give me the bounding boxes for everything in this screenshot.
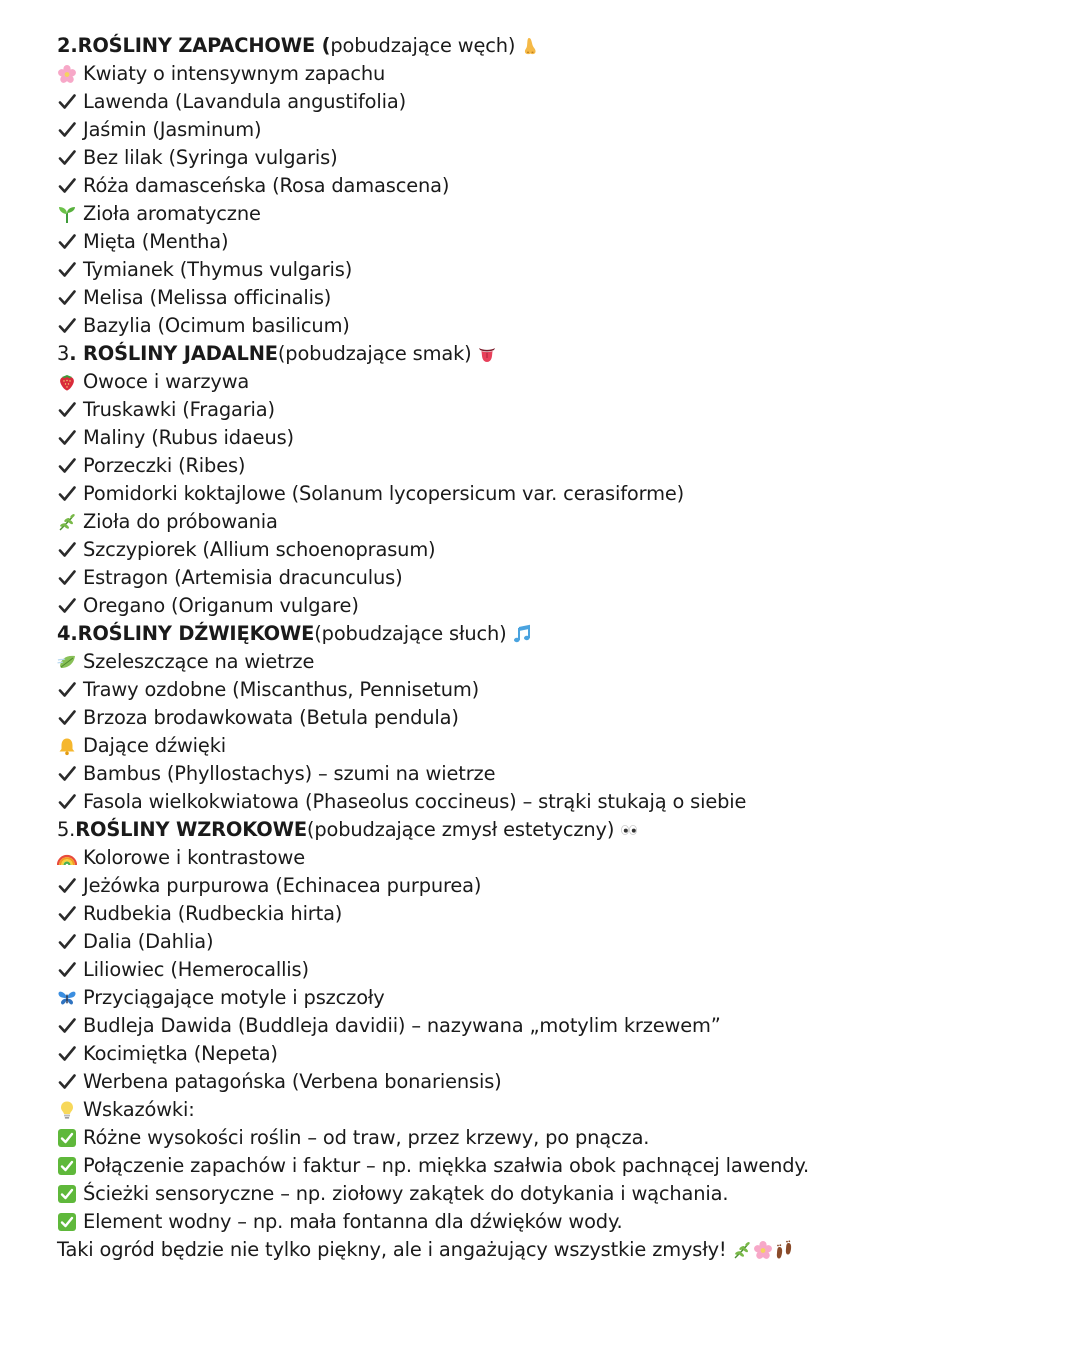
check-mark-icon (57, 428, 77, 448)
rainbow-icon (57, 848, 77, 868)
list-item (57, 900, 1057, 928)
list-item (57, 564, 1057, 592)
group-label: Zioła aromatyczne (83, 202, 261, 225)
list-item-text: Pomidorki koktajlowe (Solanum lycopersicum var. cerasiforme) (83, 482, 685, 505)
list-item-text: Maliny (Rubus idaeus) (83, 426, 294, 449)
list-item (57, 592, 1057, 620)
list-item-text: Szczypiorek (Allium schoenoprasum) (83, 538, 436, 561)
list-item-text: Jeżówka purpurowa (Echinacea purpurea) (83, 874, 482, 897)
footprints-icon (774, 1240, 794, 1260)
list-item (57, 228, 1057, 256)
section-subtitle: pobudzające węch) (330, 34, 516, 57)
list-item-text: Estragon (Artemisia dracunculus) (83, 566, 403, 589)
check-mark-icon (57, 876, 77, 896)
bell-icon (57, 736, 77, 756)
list-item (57, 312, 1057, 340)
check-mark-icon (57, 120, 77, 140)
group-label: Dające dźwięki (83, 734, 227, 757)
list-item-text: Melisa (Melissa officinalis) (83, 286, 332, 309)
section-title: . ROŚLINY JADALNE (69, 342, 278, 365)
list-item (57, 284, 1057, 312)
list-item-text: Róża damasceńska (Rosa damascena) (83, 174, 450, 197)
group-label: Kolorowe i kontrastowe (83, 846, 305, 869)
list-item (57, 480, 1057, 508)
list-item (57, 396, 1057, 424)
group-label: Zioła do próbowania (83, 510, 278, 533)
section-number: 2. (57, 34, 78, 57)
tip-text: Różne wysokości roślin – od traw, przez krzewy, po pnącza. (83, 1126, 650, 1149)
list-item-text: Liliowiec (Hemerocallis) (83, 958, 309, 981)
group-heading (57, 732, 1057, 760)
herb-icon (732, 1240, 752, 1260)
list-item-text: Truskawki (Fragaria) (83, 398, 275, 421)
list-item (57, 760, 1057, 788)
check-mark-icon (57, 232, 77, 252)
leaf-fluttering-icon (57, 652, 77, 672)
closing-line (57, 1236, 1057, 1264)
check-mark-icon (57, 1072, 77, 1092)
section-number: 5. (57, 818, 76, 841)
list-item (57, 704, 1057, 732)
tip-text: Element wodny – np. mała fontanna dla dźwięków wody. (83, 1210, 623, 1233)
list-item-text: Bambus (Phyllostachys) – szumi na wietrze (83, 762, 496, 785)
list-item-text: Fasola wielkokwiatowa (Phaseolus coccineus) – strąki stukają o siebie (83, 790, 747, 813)
tongue-icon (477, 344, 497, 364)
section-title: ROŚLINY ZAPACHOWE ( (77, 34, 331, 57)
check-mark-icon (57, 1044, 77, 1064)
list-item (57, 676, 1057, 704)
strawberry-icon (57, 372, 77, 392)
tip-item (57, 1152, 1057, 1180)
group-heading (57, 648, 1057, 676)
list-item (57, 452, 1057, 480)
check-box-icon (57, 1184, 77, 1204)
list-item (57, 1012, 1057, 1040)
section-heading-smell (57, 32, 1057, 60)
tips-label: Wskazówki: (83, 1098, 195, 1121)
list-item-text: Lawenda (Lavandula angustifolia) (83, 90, 407, 113)
list-item (57, 172, 1057, 200)
tip-item (57, 1124, 1057, 1152)
section-number: 4. (57, 622, 78, 645)
check-mark-icon (57, 596, 77, 616)
section-title: ROŚLINY WZROKOWE (75, 818, 307, 841)
butterfly-icon (57, 988, 77, 1008)
musical-notes-icon (512, 624, 532, 644)
list-item-text: Bazylia (Ocimum basilicum) (83, 314, 350, 337)
check-mark-icon (57, 680, 77, 700)
list-item (57, 872, 1057, 900)
section-subtitle: (pobudzające zmysł estetyczny) (306, 818, 615, 841)
check-box-icon (57, 1156, 77, 1176)
list-item (57, 956, 1057, 984)
light-bulb-icon (57, 1100, 77, 1120)
tip-text: Połączenie zapachów i faktur – np. miękka szałwia obok pachnącej lawendy. (83, 1154, 809, 1177)
list-item-text: Jaśmin (Jasminum) (83, 118, 262, 141)
check-mark-icon (57, 148, 77, 168)
list-item (57, 424, 1057, 452)
list-item (57, 144, 1057, 172)
list-item (57, 88, 1057, 116)
group-heading (57, 508, 1057, 536)
check-mark-icon (57, 932, 77, 952)
section-heading-taste (57, 340, 1057, 368)
list-item (57, 788, 1057, 816)
list-item (57, 928, 1057, 956)
group-heading (57, 368, 1057, 396)
list-item (57, 1068, 1057, 1096)
check-box-icon (57, 1128, 77, 1148)
list-item-text: Kocimiętka (Nepeta) (83, 1042, 278, 1065)
eyes-icon (619, 820, 639, 840)
tip-item (57, 1208, 1057, 1236)
section-heading-sight (57, 816, 1057, 844)
group-heading (57, 200, 1057, 228)
group-label: Kwiaty o intensywnym zapachu (83, 62, 386, 85)
check-mark-icon (57, 792, 77, 812)
check-mark-icon (57, 540, 77, 560)
check-mark-icon (57, 260, 77, 280)
document-body (57, 32, 1057, 1264)
list-item-text: Trawy ozdobne (Miscanthus, Pennisetum) (83, 678, 480, 701)
group-label: Szeleszczące na wietrze (83, 650, 315, 673)
nose-icon (520, 36, 540, 56)
seedling-icon (57, 204, 77, 224)
check-mark-icon (57, 960, 77, 980)
check-mark-icon (57, 568, 77, 588)
list-item (57, 116, 1057, 144)
list-item-text: Werbena patagońska (Verbena bonariensis) (83, 1070, 502, 1093)
check-mark-icon (57, 92, 77, 112)
tip-item (57, 1180, 1057, 1208)
check-mark-icon (57, 288, 77, 308)
group-label: Owoce i warzywa (83, 370, 250, 393)
closing-emoji-group (731, 1240, 794, 1260)
check-mark-icon (57, 708, 77, 728)
list-item-text: Budleja Dawida (Buddleja davidii) – nazywana „motylim krzewem” (83, 1014, 721, 1037)
list-item-text: Mięta (Mentha) (83, 230, 229, 253)
group-label: Przyciągające motyle i pszczoły (83, 986, 385, 1009)
tip-text: Ścieżki sensoryczne – np. ziołowy zakątek do dotykania i wąchania. (83, 1182, 729, 1205)
section-subtitle: (pobudzające smak) (277, 342, 472, 365)
list-item (57, 1040, 1057, 1068)
list-item-text: Dalia (Dahlia) (83, 930, 214, 953)
group-heading (57, 984, 1057, 1012)
list-item-text: Oregano (Origanum vulgare) (83, 594, 359, 617)
cherry-blossom-icon (753, 1240, 773, 1260)
list-item-text: Bez lilak (Syringa vulgaris) (83, 146, 338, 169)
closing-text: Taki ogród będzie nie tylko piękny, ale i angażujący wszystkie zmysły! (57, 1238, 727, 1261)
check-mark-icon (57, 456, 77, 476)
check-mark-icon (57, 484, 77, 504)
tips-heading (57, 1096, 1057, 1124)
section-title: ROŚLINY DŹWIĘKOWE (77, 622, 315, 645)
check-mark-icon (57, 764, 77, 784)
check-mark-icon (57, 904, 77, 924)
list-item-text: Porzeczki (Ribes) (83, 454, 246, 477)
cherry-blossom-icon (57, 64, 77, 84)
list-item-text: Tymianek (Thymus vulgaris) (83, 258, 353, 281)
check-mark-icon (57, 1016, 77, 1036)
herb-icon (57, 512, 77, 532)
check-box-icon (57, 1212, 77, 1232)
section-heading-sound (57, 620, 1057, 648)
list-item-text: Brzoza brodawkowata (Betula pendula) (83, 706, 459, 729)
check-mark-icon (57, 316, 77, 336)
section-number: 3 (57, 342, 70, 365)
group-heading (57, 60, 1057, 88)
section-subtitle: (pobudzające słuch) (314, 622, 507, 645)
check-mark-icon (57, 176, 77, 196)
group-heading (57, 844, 1057, 872)
list-item-text: Rudbekia (Rudbeckia hirta) (83, 902, 343, 925)
list-item (57, 256, 1057, 284)
list-item (57, 536, 1057, 564)
check-mark-icon (57, 400, 77, 420)
